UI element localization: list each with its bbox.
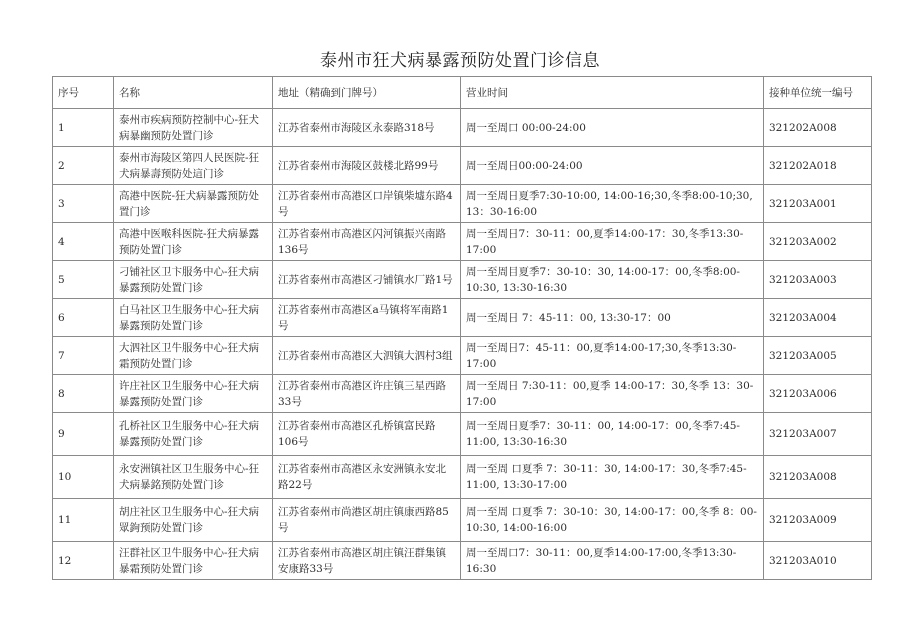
- cell-name: 泰州市海陵区第四人民医院-狂犬病暴壽预防处這门诊: [114, 147, 273, 185]
- cell-address: 江苏省泰州市海陵区永泰路318号: [273, 109, 461, 147]
- table-row: [53, 542, 872, 580]
- table-row: [53, 499, 872, 542]
- cell-address: 江苏省泰州市高港区大泗镇大泗村3组: [273, 337, 461, 375]
- cell-code: 321203A001: [764, 185, 872, 223]
- cell-hours: 周一至周日00:00-24:00: [461, 147, 764, 185]
- cell-number: 8: [53, 375, 114, 413]
- cell-number: 1: [53, 109, 114, 147]
- cell-number: 9: [53, 413, 114, 456]
- cell-number: 11: [53, 499, 114, 542]
- header-hours: 营业时间: [461, 77, 764, 109]
- cell-name: 高港中医喉科医院-狂犬病暴露预防处置门诊: [114, 223, 273, 261]
- cell-address: 江苏省泰州市高港区口岸镇柴墟东路4号: [273, 185, 461, 223]
- document-title: 泰州市狂犬病暴露预防处置门诊信息: [320, 51, 600, 71]
- cell-code: 321203A009: [764, 499, 872, 542]
- table-body: [53, 109, 872, 580]
- cell-name: 泰州市疾病预防控制中心-狂犬病暴幽预防处置门诊: [114, 109, 273, 147]
- cell-number: 12: [53, 542, 114, 580]
- cell-address: 江苏省泰州市高港区永安洲镇永安北路22号: [273, 456, 461, 499]
- cell-hours: 周一至周口7：30-11：00,夏季14:00-17:00,冬季13:30-16:30: [461, 542, 764, 580]
- cell-code: 321202A018: [764, 147, 872, 185]
- cell-code: 321203A004: [764, 299, 872, 337]
- table-row: [53, 413, 872, 456]
- cell-hours: 周一至周口 00:00-24:00: [461, 109, 764, 147]
- cell-code: 321203A010: [764, 542, 872, 580]
- cell-address: 江苏省泰州市高港区胡庄镇汪群集镇安康路33号: [273, 542, 461, 580]
- cell-code: 321203A008: [764, 456, 872, 499]
- cell-number: 2: [53, 147, 114, 185]
- cell-name: 白马社区卫生服务中心-狂犬病暴露预防处置门诊: [114, 299, 273, 337]
- cell-hours: 周一至周日7：45-11：00,夏季14:00-17;30,冬季13:30-17:00: [461, 337, 764, 375]
- table-row: [53, 223, 872, 261]
- table-row: [53, 337, 872, 375]
- header-address: 地址（精确到门牌号）: [273, 77, 461, 109]
- cell-address: 江苏省泰州市高港区闪河镇振兴南路136号: [273, 223, 461, 261]
- header-code: 接种单位统一编号: [764, 77, 872, 109]
- cell-name: 高港中医院-狂犬病暴露预防处置门诊: [114, 185, 273, 223]
- cell-code: 321203A007: [764, 413, 872, 456]
- cell-name: 许庄社区卫生服务中心-狂犬病暴露预防处置门诊: [114, 375, 273, 413]
- cell-code: 321203A003: [764, 261, 872, 299]
- cell-name: 永安洲镇社区卫生服务中心-狂犬病暴銘预防处置门诊: [114, 456, 273, 499]
- table-row: [53, 456, 872, 499]
- cell-hours: 周一至周日夏季7：30-11：00, 14:00-17：00,冬季7:45-11:00, 13:30-16:30: [461, 413, 764, 456]
- cell-number: 3: [53, 185, 114, 223]
- cell-number: 10: [53, 456, 114, 499]
- cell-address: 江苏省泰州市高港区刁铺镇水厂路1号: [273, 261, 461, 299]
- cell-address: 江苏省泰州市高港区孔桥镇富民路106号: [273, 413, 461, 456]
- cell-name: 孔桥社区卫生服务中心-狂犬病暴露预防处置门诊: [114, 413, 273, 456]
- cell-code: 321203A002: [764, 223, 872, 261]
- cell-address: 江苏省泰州市高港区a马镇将军南路1号: [273, 299, 461, 337]
- cell-code: 321203A006: [764, 375, 872, 413]
- table-row: [53, 147, 872, 185]
- header-number: 序号: [53, 77, 114, 109]
- cell-name: 胡庄社区卫生服务中心-狂犬病眾鉤预防处置门诊: [114, 499, 273, 542]
- cell-address: 江苏省泰州市高港区许庄镇三星西路33号: [273, 375, 461, 413]
- table-row: [53, 109, 872, 147]
- cell-hours: 周一至周日夏季7:30-10:00, 14:00-16;30,冬季8:00-10;30, 13：30-16:00: [461, 185, 764, 223]
- header-name: 名称: [114, 77, 273, 109]
- table-row: [53, 261, 872, 299]
- cell-name: 刁铺社区卫卞服务中心-狂犬病暴露预防处置门诊: [114, 261, 273, 299]
- cell-hours: 周一至周日 7:30-11：00,夏季 14:00-17：30,冬季 13：30-17:00: [461, 375, 764, 413]
- cell-hours: 周一至周 口夏季 7：30-10：30, 14:00-17：00,冬季 8：00-10:30, 14:00-16:00: [461, 499, 764, 542]
- cell-hours: 周一至周日 7：45-11：00, 13:30-17：00: [461, 299, 764, 337]
- table-header-row: [53, 77, 872, 109]
- cell-number: 7: [53, 337, 114, 375]
- cell-number: 4: [53, 223, 114, 261]
- cell-address: 江苏省泰州市尚港区胡庄镇康西路85号: [273, 499, 461, 542]
- cell-hours: 周一至周日7：30-11：00,夏季14:00-17：30,冬季13:30-17:00: [461, 223, 764, 261]
- table-row: [53, 299, 872, 337]
- cell-number: 5: [53, 261, 114, 299]
- cell-number: 6: [53, 299, 114, 337]
- cell-hours: 周一至周目夏季7：30-10：30, 14:00-17：00,冬季8:00-10:30, 13:30-16:30: [461, 261, 764, 299]
- cell-code: 321203A005: [764, 337, 872, 375]
- table-row: [53, 185, 872, 223]
- cell-name: 汪群社区卫牛服务中心-狂犬病暴霜预防处置门诊: [114, 542, 273, 580]
- cell-hours: 周一至周 口夏季 7：30-11：30, 14:00-17：30,冬季7:45-11:00, 13:30-17:00: [461, 456, 764, 499]
- cell-name: 大泗社区卫牛服务中心-狂犬病霜预防处置门诊: [114, 337, 273, 375]
- cell-address: 江苏省泰州市海陵区鼓楼北路99号: [273, 147, 461, 185]
- clinic-table: [52, 76, 872, 580]
- table-row: [53, 375, 872, 413]
- cell-code: 321202A008: [764, 109, 872, 147]
